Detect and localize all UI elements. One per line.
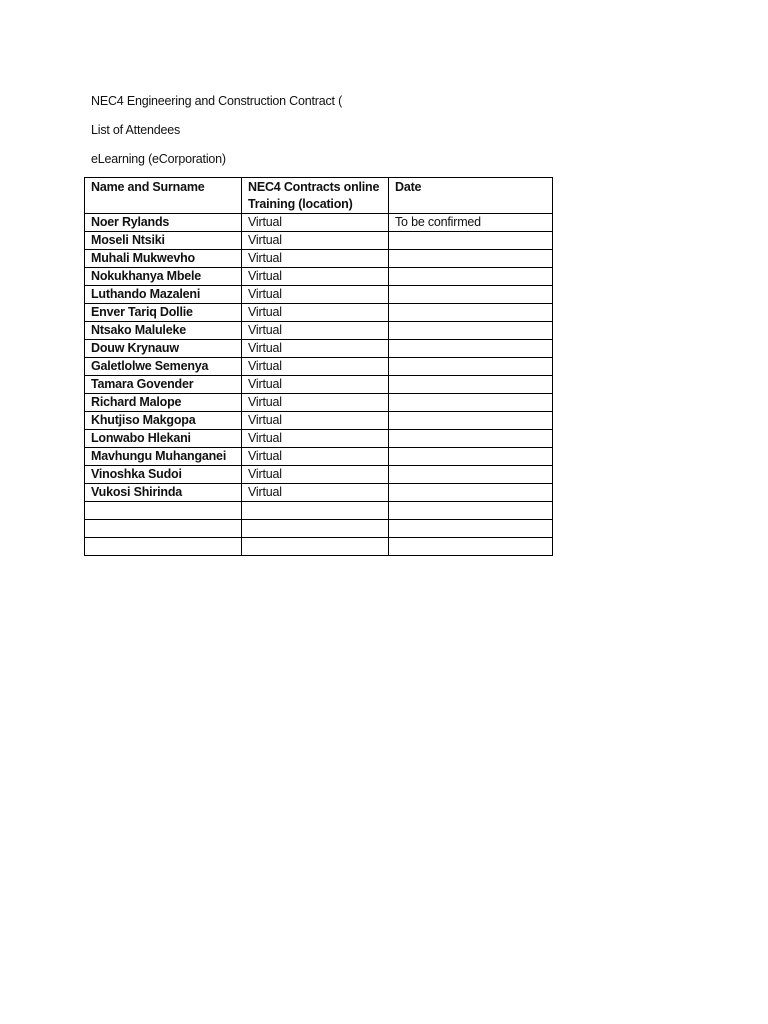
table-row <box>85 394 553 412</box>
cell-name: Enver Tariq Dollie <box>85 304 242 322</box>
cell-name: Luthando Mazaleni <box>85 286 242 304</box>
table-row <box>85 448 553 466</box>
table-row <box>85 358 553 376</box>
table-row <box>85 430 553 448</box>
cell-location <box>242 502 389 520</box>
cell-date <box>389 520 553 538</box>
cell-location: Virtual <box>242 340 389 358</box>
cell-date <box>389 466 553 484</box>
cell-location: Virtual <box>242 430 389 448</box>
cell-location: Virtual <box>242 232 389 250</box>
cell-location: Virtual <box>242 214 389 232</box>
cell-location: Virtual <box>242 268 389 286</box>
table-row <box>85 376 553 394</box>
table-row <box>85 250 553 268</box>
cell-location: Virtual <box>242 304 389 322</box>
table-row <box>85 538 553 556</box>
cell-date <box>389 484 553 502</box>
document-subtitle: List of Attendees <box>91 123 181 137</box>
cell-location: Virtual <box>242 412 389 430</box>
cell-name: Galetlolwe Semenya <box>85 358 242 376</box>
table-row <box>85 232 553 250</box>
table-row <box>85 268 553 286</box>
cell-date <box>389 538 553 556</box>
cell-name: Muhali Mukwevho <box>85 250 242 268</box>
table-row <box>85 484 553 502</box>
cell-location: Virtual <box>242 394 389 412</box>
cell-name: Khutjiso Makgopa <box>85 412 242 430</box>
course-label: eLearning (eCorporation) <box>91 152 226 166</box>
cell-name <box>85 520 242 538</box>
cell-date <box>389 322 553 340</box>
cell-date: To be confirmed <box>389 214 553 232</box>
cell-date <box>389 286 553 304</box>
table-header-row <box>85 178 553 214</box>
table-row <box>85 214 553 232</box>
cell-location: Virtual <box>242 484 389 502</box>
table-row <box>85 520 553 538</box>
cell-name: Noer Rylands <box>85 214 242 232</box>
document-title: NEC4 Engineering and Construction Contract ( <box>91 94 343 108</box>
table-row <box>85 304 553 322</box>
cell-location: Virtual <box>242 466 389 484</box>
cell-location <box>242 538 389 556</box>
cell-date <box>389 376 553 394</box>
table-row <box>85 286 553 304</box>
cell-name <box>85 502 242 520</box>
cell-name: Mavhungu Muhanganei <box>85 448 242 466</box>
cell-date <box>389 412 553 430</box>
cell-name: Richard Malope <box>85 394 242 412</box>
cell-date <box>389 340 553 358</box>
cell-date <box>389 304 553 322</box>
attendees-table <box>84 177 553 556</box>
cell-name: Lonwabo Hlekani <box>85 430 242 448</box>
cell-name: Douw Krynauw <box>85 340 242 358</box>
cell-name: Ntsako Maluleke <box>85 322 242 340</box>
cell-location <box>242 520 389 538</box>
cell-location: Virtual <box>242 322 389 340</box>
cell-name: Tamara Govender <box>85 376 242 394</box>
table-row <box>85 502 553 520</box>
table-row <box>85 340 553 358</box>
table-row <box>85 322 553 340</box>
cell-date <box>389 358 553 376</box>
cell-date <box>389 448 553 466</box>
attendees-table-body <box>85 214 553 556</box>
table-row <box>85 412 553 430</box>
cell-date <box>389 250 553 268</box>
cell-location: Virtual <box>242 376 389 394</box>
cell-location: Virtual <box>242 286 389 304</box>
cell-location: Virtual <box>242 448 389 466</box>
header-name-and-surname: Name and Surname <box>85 178 242 214</box>
cell-name: Vinoshka Sudoi <box>85 466 242 484</box>
cell-date <box>389 268 553 286</box>
cell-date <box>389 502 553 520</box>
cell-date <box>389 394 553 412</box>
cell-name: Vukosi Shirinda <box>85 484 242 502</box>
header-training-location: NEC4 Contracts online Training (location) <box>242 178 389 214</box>
cell-date <box>389 232 553 250</box>
cell-location: Virtual <box>242 250 389 268</box>
cell-name: Moseli Ntsiki <box>85 232 242 250</box>
cell-date <box>389 430 553 448</box>
header-date: Date <box>389 178 553 214</box>
cell-name <box>85 538 242 556</box>
cell-location: Virtual <box>242 358 389 376</box>
table-row <box>85 466 553 484</box>
cell-name: Nokukhanya Mbele <box>85 268 242 286</box>
